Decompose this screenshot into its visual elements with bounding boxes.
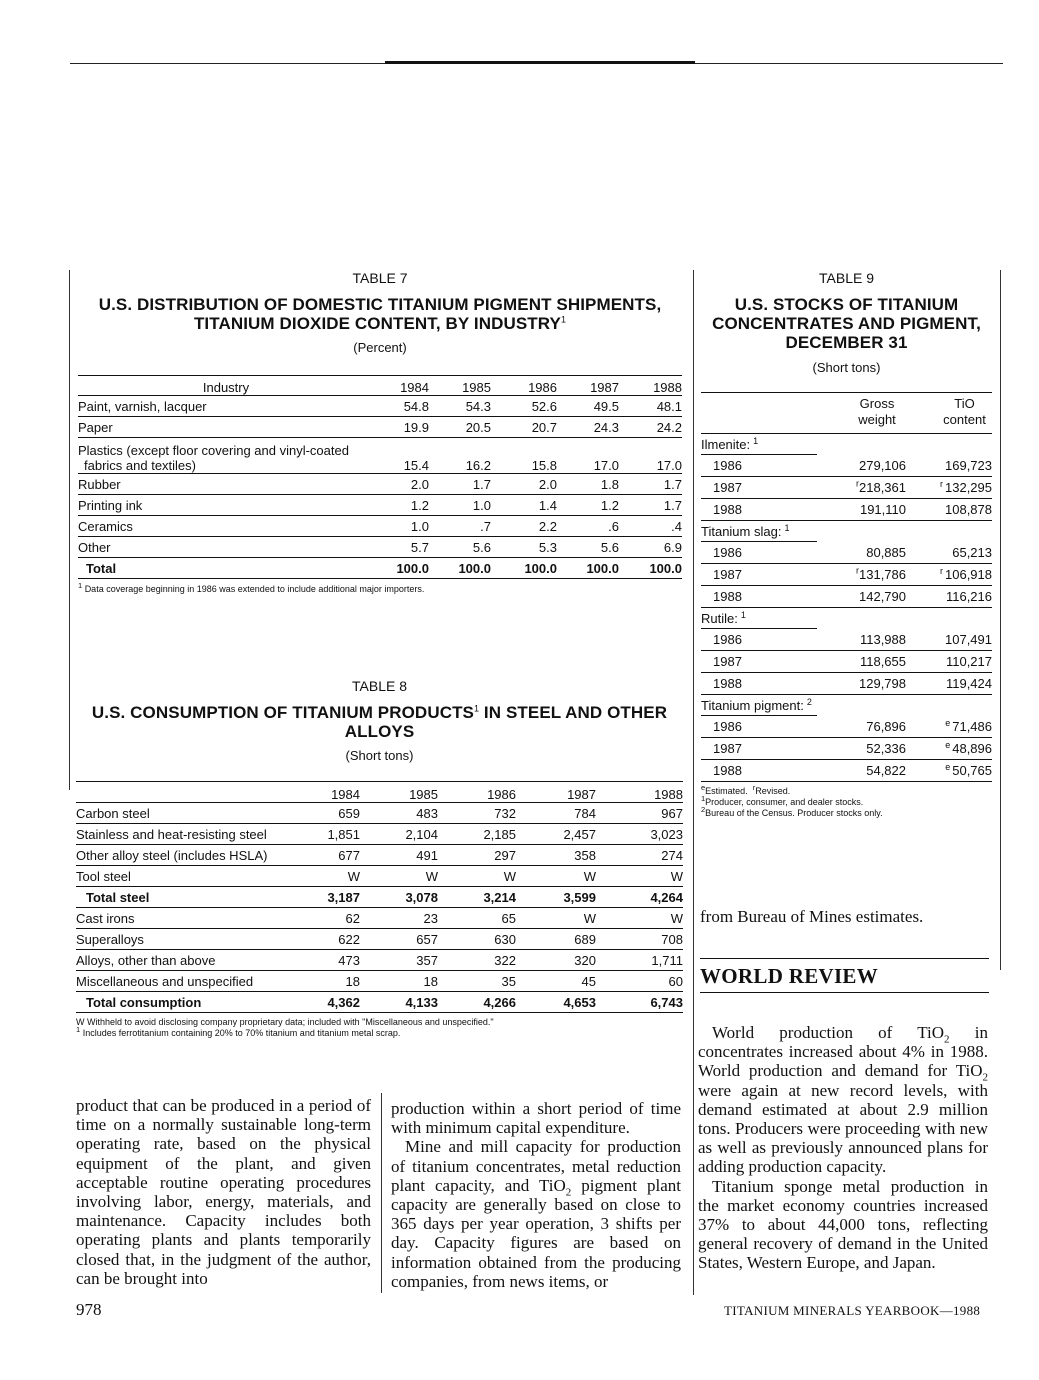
table7-title: U.S. DISTRIBUTION OF DOMESTIC TITANIUM PIGMENT SHIPMENTS, TITANIUM DIOXIDE CONTENT, BY INDUSTRY$^1$ [98,295,662,333]
cell: 45 [581,973,596,989]
cell: 5.3 [538,539,557,555]
table-row [701,477,992,499]
row-label: 1986 [713,719,742,734]
cell: 2,457 [563,826,596,842]
cell-gross [856,564,906,585]
cell: 15.8 [531,458,557,473]
cell-gross [856,477,906,498]
value: 191,110 [859,502,906,517]
table9-title: U.S. STOCKS OF TITANIUM CONCENTRATES AND PIGMENT, DECEMBER 31 [712,295,981,352]
paragraph: Mine and mill capacity for production of titanium concentrates, metal reduction plant capacity, and TiO$_2$ pigment plant capacity are generally based on close to 365 days per year operation, 3 shifts per day. Capacity figures are based on information obtained from the producing companies, from news items, or [391,1137,681,1291]
cell-gross [860,629,906,650]
table9-notes-er: $^e$Estimated. $^r$Revised. [701,783,791,796]
table-row [701,651,992,673]
table7-footnote: $^1$ Data coverage beginning in 1986 was extended to include additional major importers. [78,581,425,594]
cell: 2,185 [483,826,516,842]
table-row [76,866,683,887]
row-label: Other [78,539,111,555]
table8 [76,781,683,1013]
column-header-gross: Gross weight [858,396,896,427]
cell: 4,264 [650,889,683,905]
cell: 35 [501,973,516,989]
cell: 473 [338,952,360,968]
table9-group-heading [701,695,992,716]
cell: 49.5 [593,398,619,414]
cell-tio2 [945,629,992,650]
footnote-mark: 1 [753,435,759,446]
cell: 4,653 [563,994,596,1010]
cell: 1.4 [538,497,557,513]
cell-tio2 [945,738,992,759]
column-header: 1986 [528,380,557,395]
cell-gross [866,760,906,781]
paragraph: product that can be produced in a period of time on a normally sustainable long-term operating rate, based on the physical equipment of the plant, and given acceptable routine operating procedures involving labor, energy, materials, and maintenance. Capacity includes both operating plants and plants temporarily closed that, in the judgment of the author, can be brought into [76,1096,371,1288]
column-divider-right [693,270,694,1295]
row-label: 1988 [713,763,742,778]
world-review-body [698,1023,988,1273]
table-row [76,845,683,866]
row-label: Rubber [78,476,121,492]
row-label: Total consumption [86,994,202,1010]
cell: 5.6 [472,539,491,555]
cell: 358 [574,847,596,863]
table-row [701,586,992,608]
row-label: Plastics (except floor covering and vinyl-coated fabrics and textiles) [78,443,349,473]
cell-tio2 [945,760,992,781]
row-label: Paper [78,419,113,435]
table-row-subtotal [76,887,683,908]
value: 110,217 [945,654,992,669]
table9-group-heading [701,608,992,629]
cell: W [503,868,516,884]
value: 116,216 [945,589,992,604]
table9-body [701,434,992,782]
table7-unit: (Percent) [353,340,407,355]
value: 113,988 [859,632,906,647]
cell-tio2 [940,564,992,585]
continued-text: from Bureau of Mines estimates. [700,907,924,926]
running-footer: TITANIUM MINERALS YEARBOOK—1988 [724,1303,981,1318]
value: 279,106 [859,458,906,473]
cell-gross [866,738,906,759]
cell: 3,214 [483,889,516,905]
revision-mark: r [940,565,943,576]
column-header: 1987 [590,380,619,395]
cell-gross [859,586,906,607]
cell-gross [860,651,906,672]
cell-tio2 [946,673,992,694]
cell: 4,133 [405,994,438,1010]
cell-tio2 [945,455,992,476]
cell: 20.7 [531,419,557,435]
revision-mark: e [945,717,951,728]
revision-mark: r [856,478,859,489]
table9-group-heading [701,434,992,455]
cell: W [670,910,683,926]
table-row [78,438,682,474]
cell: 677 [338,847,360,863]
row-label: 1987 [713,567,742,582]
table-row-total [76,992,683,1013]
column-header: 1988 [653,380,682,395]
column-header: 1984 [331,787,360,802]
table8-title: U.S. CONSUMPTION OF TITANIUM PRODUCTS$^1$ IN STEEL AND OTHER ALLOYS [91,703,668,741]
value: 106,918 [945,567,992,582]
cell: 20.5 [465,419,491,435]
cell: 4,362 [327,994,360,1010]
value: 119,424 [945,676,992,691]
cell: 320 [574,952,596,968]
footnote-mark: 1 [740,609,746,620]
cell: 630 [494,931,516,947]
cell: 15.4 [403,458,429,473]
group-label: Rutile: [701,611,738,626]
cell: 3,023 [650,826,683,842]
world-review-rule-bottom [700,992,989,993]
table-row [76,950,683,971]
cell-gross [859,673,906,694]
table9-footnote-1: $^1$Producer, consumer, and dealer stocks. [701,794,864,807]
table-row [78,495,682,516]
cell: 322 [494,952,516,968]
value: 52,336 [866,741,906,756]
cell: 1,711 [651,952,683,968]
world-review-rule-top [700,958,989,959]
right-margin-rule [1000,270,1001,970]
cell: 1.0 [472,497,491,513]
cell-gross [866,716,906,737]
row-label: Miscellaneous and unspecified [76,973,254,989]
row-label: 1986 [713,458,742,473]
cell: 6.9 [663,539,682,555]
value: 129,798 [859,676,906,691]
cell: W [670,868,683,884]
value: 131,786 [859,567,906,582]
group-label: Titanium pigment: [701,698,804,713]
cell: W [583,868,596,884]
cell: 100.0 [524,560,557,576]
table-row [701,673,992,695]
value: 107,491 [945,632,992,647]
cell-gross [866,542,906,563]
cell: 60 [668,973,683,989]
world-review-heading: WORLD REVIEW [700,964,879,988]
row-label: Other alloy steel (includes HSLA) [76,847,268,863]
top-rule-accent [385,61,695,64]
value: 118,655 [859,654,906,669]
paragraph: Titanium sponge metal production in the market economy countries increased 37% to about 44,000 tons, reflecting general recovery of demand in the United States, Western Europe, and Japan. [698,1176,988,1273]
cell: W [583,910,596,926]
table7-header-row [78,376,682,396]
cell: 659 [338,805,360,821]
row-label: 1987 [713,654,742,669]
cell: 708 [661,931,683,947]
cell: 54.8 [403,398,429,414]
row-label: Alloys, other than above [76,952,216,968]
cell: 17.0 [593,458,619,473]
left-margin-rule [69,270,70,790]
cell: 357 [416,952,438,968]
cell-tio2 [945,499,992,520]
table9-footnote-2: $^2$Bureau of the Census. Producer stocks only. [701,805,883,818]
cell: 48.1 [656,398,682,414]
cell: 1.8 [600,476,619,492]
table8-footnote: $^1$ Includes ferrotitanium containing 20% to 70% titanium and titanium metal scrap. [76,1025,401,1038]
cell: 5.6 [600,539,619,555]
body-column-middle [391,1099,681,1291]
column-header: 1986 [487,787,516,802]
row-label: Ceramics [78,518,133,534]
cell: 2.0 [410,476,429,492]
table-row [78,537,682,558]
cell-tio2 [940,477,992,498]
group-label: Ilmenite: [701,437,751,452]
table8-block [76,678,683,1039]
cell: 24.2 [656,419,682,435]
cell: 24.3 [593,419,619,435]
column-header-tio2: TiO content [943,396,986,427]
cell: 1.2 [600,497,619,513]
table-row [78,396,682,417]
cell: 52.6 [531,398,557,414]
value: 132,295 [945,480,992,495]
table7-block [78,270,682,595]
table-row [76,803,683,824]
column-header: 1985 [409,787,438,802]
cell: 23 [423,910,438,926]
cell-tio2 [952,542,992,563]
value: 50,765 [952,763,992,778]
cell: 6,743 [650,994,683,1010]
cell: 1.0 [410,518,429,534]
cell-gross [860,499,906,520]
row-label: 1986 [713,545,742,560]
cell: W [347,868,360,884]
paragraph: production within a short period of time with minimum capital expenditure. [391,1099,681,1138]
value: 54,822 [866,763,906,778]
value: 218,361 [859,480,906,495]
table-row [76,971,683,992]
row-label: 1986 [713,632,742,647]
cell: 491 [416,847,438,863]
cell: 967 [661,805,683,821]
table-row [701,629,992,651]
cell: 18 [423,973,438,989]
table-row-total [78,558,682,579]
table-row [78,474,682,495]
cell: 2.2 [538,518,557,534]
cell: 2.0 [538,476,557,492]
cell: 297 [494,847,516,863]
revision-mark: e [945,761,951,772]
row-label: 1988 [713,676,742,691]
value: 71,486 [952,719,992,734]
cell: 16.2 [465,458,491,473]
column-header: Industry [202,380,250,395]
table9-group-heading [701,521,992,542]
cell: 19.9 [403,419,429,435]
value: 142,790 [859,589,906,604]
table-row [701,716,992,738]
table-row [701,542,992,564]
column-header: 1985 [462,380,491,395]
cell: 3,599 [563,889,596,905]
body-column-left [76,1096,371,1288]
table8-note-w: W Withheld to avoid disclosing company proprietary data; included with "Miscellaneous and unspecified." [76,1017,494,1027]
table8-unit: (Short tons) [345,748,414,763]
cell-tio2 [945,716,992,737]
table-row [701,760,992,782]
row-label: 1988 [713,589,742,604]
cell: 3,187 [327,889,360,905]
value: 108,878 [945,502,992,517]
cell: 689 [574,931,596,947]
cell: 784 [574,805,596,821]
value: 48,896 [952,741,992,756]
value: 76,896 [866,719,906,734]
table-row [76,908,683,929]
value: 65,213 [952,545,992,560]
column-header: 1987 [567,787,596,802]
row-label: Cast irons [76,910,135,926]
table-row [78,417,682,438]
table9-label: TABLE 9 [819,270,874,286]
table-row [701,499,992,521]
column-header: 1988 [654,787,683,802]
cell-tio2 [946,586,992,607]
cell: .4 [671,518,682,534]
table-row [76,824,683,845]
cell-gross [859,455,906,476]
cell: 2,104 [405,826,438,842]
row-label: Total [86,560,117,576]
revision-mark: r [940,478,943,489]
table7-label: TABLE 7 [352,270,408,286]
cell-tio2 [946,651,992,672]
table9-block [701,270,992,819]
cell: 100.0 [458,560,491,576]
cell: 100.0 [586,560,619,576]
page-number: 978 [76,1300,102,1319]
row-label: Superalloys [76,931,144,947]
cell: 732 [494,805,516,821]
row-label: 1987 [713,741,742,756]
table7 [78,375,682,579]
cell: 1.7 [663,476,682,492]
table8-label: TABLE 8 [352,678,407,694]
row-label: Carbon steel [76,805,150,821]
value: 169,723 [945,458,992,473]
cell: .6 [608,518,619,534]
cell: 100.0 [649,560,682,576]
row-label: 1987 [713,480,742,495]
footnote-mark: 1 [784,522,790,533]
cell: 3,078 [405,889,438,905]
table8-header-row [76,782,683,803]
cell: 4,266 [483,994,516,1010]
cell: 18 [345,973,360,989]
paragraph: World production of TiO$_2$ in concentrates increased about 4% in 1988. World production and demand for TiO$_2$ were again at new record levels, with demand estimated at about 2.9 million tons. Producers were proceeding with new as well as previously announced plans for adding production capacity. [698,1023,988,1177]
value: 80,885 [866,545,906,560]
table-row [701,564,992,586]
table9-unit: (Short tons) [812,360,881,375]
table-row [701,738,992,760]
cell: 1.7 [472,476,491,492]
cell: 100.0 [396,560,429,576]
cell: W [425,868,438,884]
table9 [701,392,992,782]
cell: 483 [416,805,438,821]
cell: 65 [501,910,516,926]
cell: 622 [338,931,360,947]
row-label: Tool steel [76,868,131,884]
table-row [701,455,992,477]
table9-header-row [701,393,992,434]
footnote-mark: 2 [806,696,812,707]
group-label: Titanium slag: [701,524,782,539]
cell: 5.7 [410,539,429,555]
column-header: 1984 [400,380,429,395]
cell: 1,851 [327,826,360,842]
row-label: 1988 [713,502,742,517]
cell: 1.7 [663,497,682,513]
revision-mark: r [856,565,859,576]
cell: 274 [661,847,683,863]
table-row [78,516,682,537]
row-label: Total steel [86,889,150,905]
cell: 657 [416,931,438,947]
cell: .7 [480,518,491,534]
row-label: Stainless and heat-resisting steel [76,826,267,842]
row-label: Printing ink [78,497,143,513]
cell: 17.0 [656,458,682,473]
cell: 54.3 [465,398,491,414]
revision-mark: e [945,739,951,750]
column-divider-middle [381,1093,382,1293]
table-row [76,929,683,950]
cell: 62 [345,910,360,926]
row-label: Paint, varnish, lacquer [78,398,207,414]
cell: 1.2 [410,497,429,513]
